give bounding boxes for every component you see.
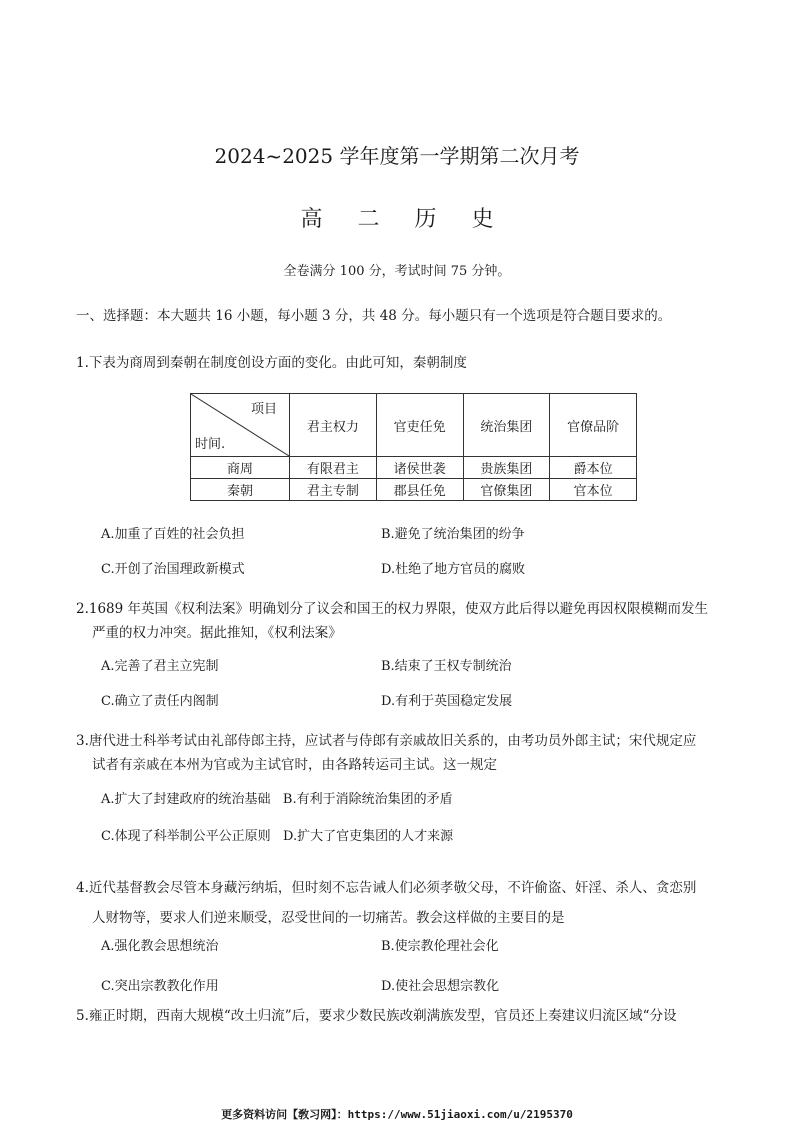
table-cell: 爵本位 (550, 457, 637, 479)
question-3-stem-line1: 3.唐代进士科举考试由礼部侍郎主持，应试者与侍郎有亲戚故旧关系的，由考功员外郎主试；宋代规定应 (76, 733, 697, 749)
q1-option-a: A.加重了百姓的社会负担 (101, 527, 245, 542)
table-cell: 君主专制 (290, 479, 377, 501)
q4-option-d: D.使社会思想宗教化 (381, 979, 500, 994)
exam-note: 全卷满分 100 分，考试时间 75 分钟。 (283, 264, 511, 279)
subject-title: 高 二 历 史 (300, 207, 508, 232)
question-1-stem: 1.下表为商周到秦朝在制度创设方面的变化。由此可知，秦朝制度 (76, 355, 467, 371)
q3-options-cd: C.体现了科举制公平公正原则 D.扩大了官吏集团的人才来源 (101, 829, 454, 844)
q2-option-d: D.有利于英国稳定发展 (381, 694, 513, 709)
table-cell: 官本位 (550, 479, 637, 501)
corner-label-bottom: 时间. (195, 437, 226, 452)
q2-option-a: A.完善了君主立宪制 (101, 659, 219, 674)
question-4-stem-line2: 人财物等，要求人们逆来顺受，忍受世间的一切痛苦。教会这样做的主要目的是 (92, 910, 565, 926)
q4-option-a: A.强化教会思想统治 (101, 939, 219, 954)
table-row (191, 457, 637, 479)
question-2-stem-line1: 2.1689 年英国《权利法案》明确划分了议会和国王的权力界限，使双方此后得以避免再因权限模糊而发生 (76, 601, 709, 617)
table-header-cell: 统治集团 (463, 394, 550, 457)
q1-option-b: B.避免了统治集团的纷争 (381, 527, 525, 542)
question-3-stem-line2: 试者有亲戚在本州为官或为主试官时，由各路转运司主试。这一规定 (92, 757, 497, 773)
table-cell: 秦朝 (191, 479, 290, 501)
question-4-stem-line1: 4.近代基督教会尽管本身藏污纳垢，但时刻不忘告诫人们必须孝敬父母，不许偷盗、奸淫、杀人、贪恋别 (76, 880, 697, 896)
question-2-stem-line2: 严重的权力冲突。据此推知，《权利法案》 (92, 625, 342, 641)
q2-option-c: C.确立了责任内阁制 (101, 694, 219, 709)
question-5-stem-line1: 5.雍正时期，西南大规模“改土归流”后，要求少数民族改剃满族发型，官员还上奏建议归流区域“分设 (76, 1008, 677, 1024)
corner-label-top: 项目 (250, 402, 277, 417)
table-header-cell: 官僚品阶 (550, 394, 637, 457)
table-cell: 有限君主 (290, 457, 377, 479)
table-cell: 贵族集团 (463, 457, 550, 479)
footer-link[interactable]: 更多资料访问【敎习网】：https://www.51jiaoxi.com/u/2195370 (221, 1108, 573, 1121)
table-row (191, 479, 637, 501)
q1-option-c: C.开创了治国理政新模式 (101, 562, 245, 577)
q4-option-b: B.使宗教伦理社会化 (381, 939, 499, 954)
q4-option-c: C.突出宗教教化作用 (101, 979, 219, 994)
question-1-table (190, 393, 637, 501)
table-header-cell: 君主权力 (290, 394, 377, 457)
table-cell: 郡县任免 (376, 479, 463, 501)
q3-options-ab: A.扩大了封建政府的统治基础 B.有利于消除统治集团的矛盾 (101, 792, 453, 807)
q1-option-d: D.杜绝了地方官员的腐败 (381, 562, 526, 577)
exam-title: 2024~2025 学年度第一学期第二次月考 (214, 144, 580, 168)
section-heading: 一、选择题：本大题共 16 小题，每小题 3 分，共 48 分。每小题只有一个选项是符合题目要求的。 (76, 308, 672, 324)
table-corner-cell (191, 394, 290, 457)
table-cell: 诸侯世袭 (376, 457, 463, 479)
table-header-cell: 官吏任免 (376, 394, 463, 457)
table-cell: 商周 (191, 457, 290, 479)
table-cell: 官僚集团 (463, 479, 550, 501)
q2-option-b: B.结束了王权专制统治 (381, 659, 512, 674)
